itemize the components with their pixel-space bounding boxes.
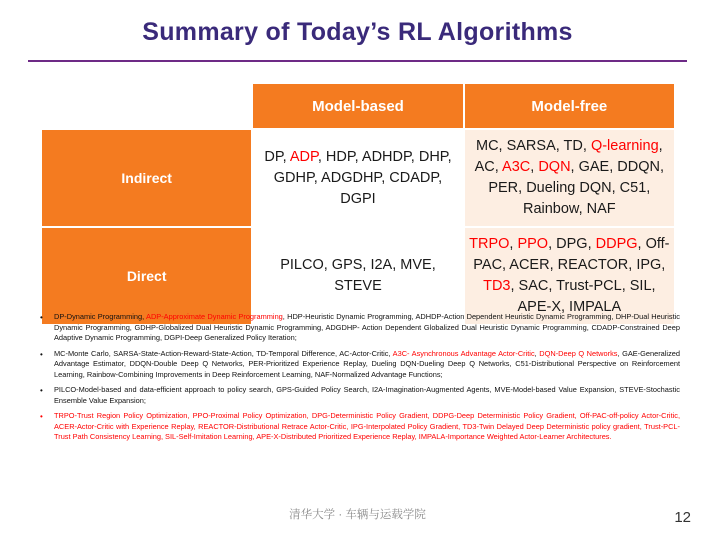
title-divider (28, 60, 687, 62)
bullet-icon: • (40, 412, 43, 422)
list-item (40, 312, 680, 344)
list-item (40, 411, 680, 443)
row-label-indirect: Indirect (41, 129, 252, 227)
row-label-direct: Direct (41, 227, 252, 325)
note-text: DP-Dynamic Programming, ADP-Approximate Dynamic Programming, HDP-Heuristic Dynamic Programming, ADHDP-Action Dependent Heuristic Dynamic Programming, DHP-Dual Heuristic Dynamic Programming, GDHP-Globalized Dual Heuristic Dynamic Programming, ADGDHP- Action Dependent Globalized Dual Heuristic Dynamic Programming, CDADP-Constrained Deep Adaptive Dynamic Programming, DGPI-Deep Generalized Policy Iteration; (54, 312, 680, 343)
list-item (40, 385, 680, 406)
algorithms-table (40, 82, 676, 326)
table-row (41, 129, 675, 227)
page-title: Summary of Today’s RL Algorithms (142, 18, 573, 46)
cell-direct-model-free: TRPO, PPO, DPG, DDPG, Off-PAC, ACER, REACTOR, IPG, TD3, SAC, Trust-PCL, SIL, APE-X, IMPALA (464, 227, 675, 325)
table-body (41, 129, 675, 325)
cell-indirect-model-free: MC, SARSA, TD, Q-learning, AC, A3C, DQN, GAE, DDQN, PER, Dueling DQN, C51, Rainbow, NAF (464, 129, 675, 227)
bottom-bar (0, 534, 715, 538)
slide-footer: 清华大学 · 车辆与运载学院 (289, 509, 426, 521)
note-text: TRPO-Trust Region Policy Optimization, PPO-Proximal Policy Optimization, DPG-Deterministic Policy Gradient, DDPG-Deep Deterministic Policy Gradient, Off-PAC-off-policy Actor-Critic, ACER-Actor-Critic with Experience Replay, REACTOR-Distributional Retrace Actor-Critic, IPG-Interpolated Policy Gradient, TD3-Twin Delayed Deep Deterministic policy gradient, Trust-PCL-Trust Path Consistency Learning, SIL-Self-Imitation Learning, APE-X-Distributed Prioritized Experience Replay, IMPALA-Importance Weighted Actor-Learner Architectures. (54, 411, 681, 442)
note-text: PILCO-Model-based and data-efficient approach to policy search, GPS-Guided Policy Search, I2A-Imagination-Augmented Agents, MVE-Model-based Value Expansion, STEVE-Stochastic Ensemble Value Expansion; (54, 385, 680, 405)
note-text: MC-Monte Carlo, SARSA-State-Action-Reward-State-Action, TD-Temporal Difference, AC-Actor-Critic, A3C- Asynchronous Advantage Actor-Critic, DQN-Deep Q Networks, GAE-Generalized Advantage Estimator, DDQN-Double Deep Q Networks, PER-Prioritized Experience Replay, Dueling DQN-Dueling Deep Q Networks, C51-Distributional Perspective on Reinforcement Learning, Rainbow-Combining Improvements in Deep Reinforcement Learning, NAF-Normalized Advantage Functions; (54, 348, 680, 379)
cell-indirect-model-based: DP, ADP, HDP, ADHDP, DHP, GDHP, ADGDHP, CDADP, DGPI (252, 129, 463, 227)
column-header-model-based: Model-based (252, 83, 463, 129)
table-row (41, 227, 675, 325)
acronym-notes (40, 312, 680, 448)
bullet-icon: • (40, 313, 43, 322)
bullet-icon: • (40, 349, 43, 359)
cell-direct-model-based: PILCO, GPS, I2A, MVE, STEVE (252, 227, 463, 325)
page-number: 12 (674, 509, 691, 526)
bullet-icon: • (40, 386, 43, 396)
column-header-model-free: Model-free (464, 83, 675, 129)
table-header-row (41, 83, 675, 129)
list-item (40, 349, 680, 381)
table-corner-cell (41, 83, 252, 129)
